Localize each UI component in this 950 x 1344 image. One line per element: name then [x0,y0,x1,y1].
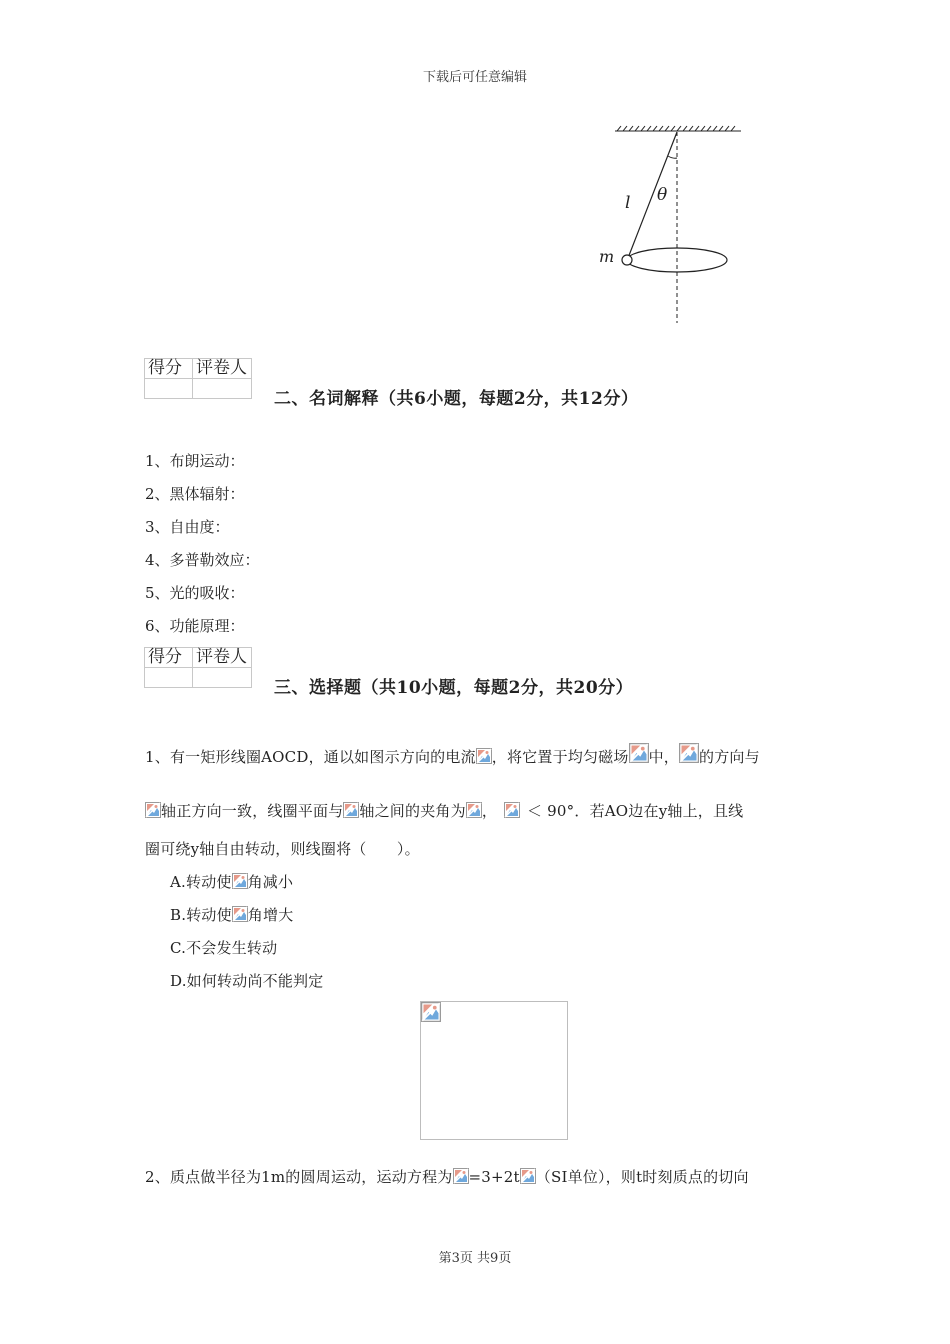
grader-label: 评卷人 [193,359,252,379]
q1-option-b[interactable] [170,904,293,925]
broken-image-icon [232,873,248,889]
score-cell [145,379,193,399]
label-m: m [599,247,615,266]
broken-image-icon [520,1168,536,1184]
option-a-pre: A.转动使 [170,873,232,891]
grader-label: 评卷人 [193,648,252,668]
q1-option-c[interactable]: C.不会发生转动 [170,939,278,957]
q1-text-f: 轴之间的夹角为 [359,802,466,820]
q2-line1 [145,1166,749,1187]
page-footer: 第3页 共9页 [438,1251,512,1266]
q1-text-h: ＜ 90°．若AO边在y轴上，且线 [527,802,744,820]
q1-text-c: 中， [648,748,679,766]
label-theta: θ [657,185,668,205]
pendulum-figure [595,118,755,328]
q1-line2 [145,800,743,821]
q1-line3: 圈可绕y轴自由转动，则线圈将（ ）。 [145,840,420,858]
broken-image-icon [232,906,248,922]
section2-title: 二、名词解释（共6小题，每题2分，共12分） [274,389,639,409]
q1-option-a[interactable] [170,871,293,892]
pendulum-string [628,132,677,258]
q1-option-d[interactable]: D.如何转动尚不能判定 [170,972,324,990]
ceiling-hatch [615,126,741,131]
broken-image-icon [343,802,359,818]
term-item-1: 1、布朗运动： [145,452,245,470]
q1-line1 [145,743,760,767]
q2-text-c: （SI单位），则t时刻质点的切向 [535,1168,749,1186]
broken-image-icon [421,1002,441,1022]
section3-title: 三、选择题（共10小题，每题2分，共20分） [274,678,634,698]
term-item-2: 2、黑体辐射： [145,485,245,503]
broken-image-icon [466,802,482,818]
score-label: 得分 [145,648,193,668]
broken-image-icon [453,1168,469,1184]
broken-image-icon [503,802,521,818]
score-table-section3 [144,647,252,688]
term-item-5: 5、光的吸收： [145,584,245,602]
bob [622,255,632,265]
label-l: l [625,193,631,213]
q1-text-a: 1、有一矩形线圈AOCD，通以如图示方向的电流 [145,748,476,766]
score-label: 得分 [145,359,193,379]
option-b-pre: B.转动使 [170,906,232,924]
page-header: 下载后可任意编辑 [422,70,527,85]
term-item-4: 4、多普勒效应： [145,551,260,569]
q1-figure-placeholder [420,1001,568,1140]
score-table-section2 [144,358,252,399]
term-item-6: 6、功能原理： [145,617,245,635]
broken-image-icon [629,743,649,763]
grader-cell [193,379,252,399]
term-item-3: 3、自由度： [145,518,230,536]
score-cell [145,668,193,688]
q1-text-g: ， [481,802,498,820]
q2-text-a: 2、质点做半径为1m的圆周运动，运动方程为 [145,1168,453,1186]
q1-text-d: 的方向与 [699,748,760,766]
grader-cell [193,668,252,688]
q1-text-e: 轴正方向一致，线圈平面与 [161,802,344,820]
option-a-post: 角减小 [247,873,294,891]
broken-image-icon [679,743,699,763]
option-b-post: 角增大 [247,906,294,924]
q1-text-b: ，将它置于均匀磁场 [491,748,629,766]
broken-image-icon [476,748,492,764]
q2-text-b: =3+2t [468,1168,520,1186]
broken-image-icon [145,802,161,818]
theta-arc [668,156,677,158]
